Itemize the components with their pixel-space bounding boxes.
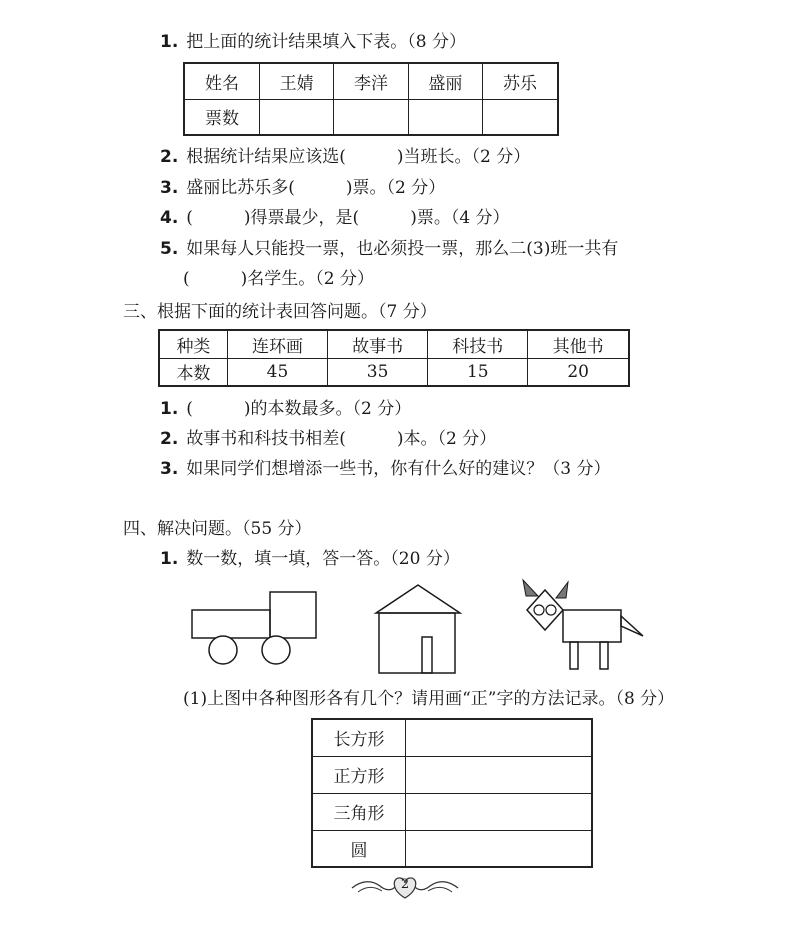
table-cell: 35 [328, 358, 428, 386]
question-text: 如果每人只能投一票，也必须投一票，那么二(3)班一共有 [186, 239, 619, 259]
house-roof-triangle [376, 585, 460, 613]
blank-cell[interactable] [334, 99, 408, 135]
question-number: 1. [160, 549, 179, 569]
table-header-cell: 科技书 [428, 330, 528, 358]
question-text: 盛丽比苏乐多( )票。（2 分） [186, 178, 446, 198]
tally-cell[interactable] [406, 830, 593, 867]
shape-label: 三角形 [312, 793, 406, 830]
shape-count-table [311, 718, 593, 868]
truck-cargo-rectangle [192, 610, 270, 638]
leg-rectangle [570, 642, 578, 669]
question-number: 1. [160, 32, 179, 52]
table-header-cell: 连环画 [227, 330, 327, 358]
question-text: 根据统计结果应该选( )当班长。（2 分） [186, 147, 531, 167]
question-text: 如果同学们想增添一些书，你有什么好的建议？（3 分） [186, 459, 611, 479]
vote-table [183, 62, 559, 136]
body-rectangle [563, 610, 621, 642]
house-door-rectangle [422, 637, 432, 673]
truck-wheel-circle [262, 636, 290, 664]
table-header-cell: 李洋 [334, 63, 408, 99]
truck-cab-square [270, 592, 316, 638]
table-header-cell: 故事书 [328, 330, 428, 358]
question-number: 2. [160, 147, 179, 167]
table-header-cell: 其他书 [528, 330, 629, 358]
question-5 [160, 238, 618, 260]
question-text: ( )的本数最多。（2 分） [186, 399, 412, 419]
section-heading: 三、根据下面的统计表回答问题。（7 分） [123, 302, 437, 322]
sub-question-1: (1)上图中各种图形各有几个？请用画“正”字的方法记录。（8 分） [183, 689, 675, 709]
ear-triangle [523, 580, 538, 596]
tail-triangle [621, 616, 643, 636]
table-header-cell: 姓名 [184, 63, 259, 99]
question-1 [160, 398, 411, 420]
table-header-cell: 王婧 [259, 63, 333, 99]
question-number: 1. [160, 399, 179, 419]
question-2 [160, 428, 496, 450]
tally-cell[interactable] [406, 756, 593, 793]
house-wall-square [379, 613, 455, 673]
question-3 [160, 458, 611, 480]
question-number: 3. [160, 459, 179, 479]
question-1 [160, 31, 466, 53]
shape-label: 正方形 [312, 756, 406, 793]
question-4 [160, 207, 510, 229]
table-cell: 45 [227, 358, 327, 386]
question-text: 故事书和科技书相差( )本。（2 分） [186, 429, 497, 449]
table-header-cell: 盛丽 [408, 63, 482, 99]
question-number: 5. [160, 239, 179, 259]
leg-rectangle [600, 642, 608, 669]
table-header-cell: 种类 [159, 330, 227, 358]
tally-cell[interactable] [406, 719, 593, 756]
ear-triangle [556, 582, 568, 598]
table-row-label: 票数 [184, 99, 259, 135]
question-text: ( )得票最少，是( )票。（4 分） [186, 208, 510, 228]
blank-cell[interactable] [408, 99, 482, 135]
blank-cell[interactable] [483, 99, 558, 135]
question-2 [160, 146, 530, 168]
table-cell: 20 [528, 358, 629, 386]
page-number: 2 [400, 877, 410, 892]
question-1 [160, 548, 460, 570]
question-number: 3. [160, 178, 179, 198]
tally-cell[interactable] [406, 793, 593, 830]
question-3 [160, 177, 445, 199]
book-table [158, 329, 630, 387]
page-footer [350, 872, 460, 902]
question-number: 2. [160, 429, 179, 449]
truck-wheel-circle [209, 636, 237, 664]
blank-cell[interactable] [259, 99, 333, 135]
question-text: 数一数，填一填，答一答。（20 分） [186, 549, 460, 569]
section-heading: 四、解决问题。（55 分） [123, 519, 312, 539]
question-5-continued: ( )名学生。（2 分） [183, 269, 374, 289]
house-figure [374, 583, 464, 678]
table-header-cell: 苏乐 [483, 63, 558, 99]
question-number: 4. [160, 208, 179, 228]
eye-circle [546, 605, 556, 615]
table-row-label: 本数 [159, 358, 227, 386]
shape-label: 长方形 [312, 719, 406, 756]
question-text: 把上面的统计结果填入下表。（8 分） [186, 32, 467, 52]
animal-figure [518, 578, 648, 673]
truck-figure [190, 588, 330, 668]
eye-circle [534, 605, 544, 615]
table-cell: 15 [428, 358, 528, 386]
shape-label: 圆 [312, 830, 406, 867]
